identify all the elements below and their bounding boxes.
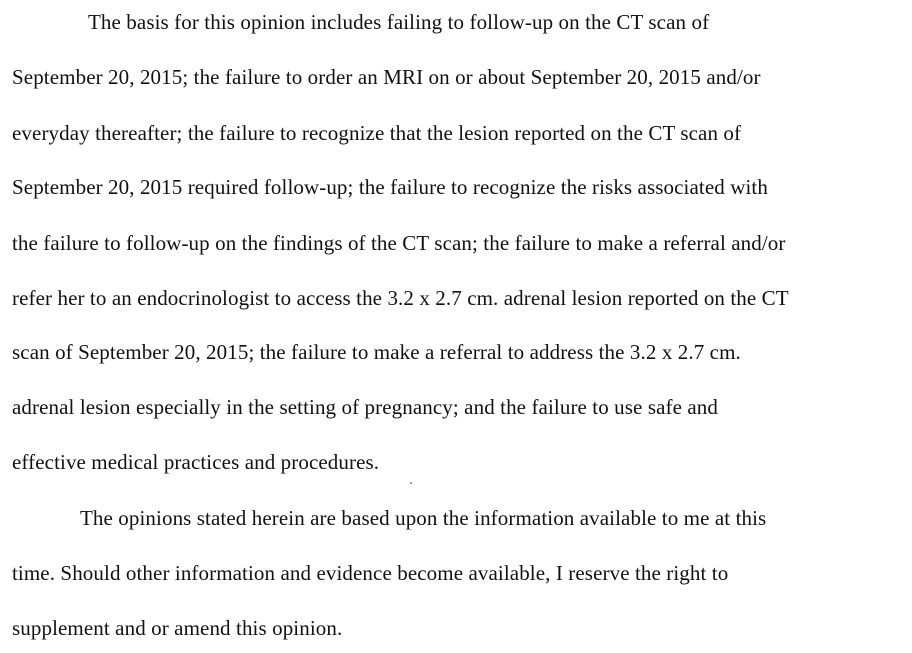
paragraph-line: scan of September 20, 2015; the failure to make a referral to address the 3.2 x 2.7 cm. [12,340,741,364]
scan-speck [410,482,412,484]
paragraph-line: September 20, 2015 required follow-up; the failure to recognize the risks associated with [12,175,768,199]
paragraph-line: the failure to follow-up on the findings of the CT scan; the failure to make a referral and/or [12,231,786,255]
paragraph-line: refer her to an endocrinologist to access the 3.2 x 2.7 cm. adrenal lesion reported on the CT [12,286,789,310]
paragraph-line: effective medical practices and procedures. [12,450,380,474]
paragraph-line: The basis for this opinion includes failing to follow-up on the CT scan of [88,10,710,34]
paragraph-line: time. Should other information and evidence become available, I reserve the right to [12,561,729,585]
paragraph-line: The opinions stated herein are based upon the information available to me at this [80,506,767,530]
paragraph-line: everyday thereafter; the failure to recognize that the lesion reported on the CT scan of [12,121,742,145]
paragraph-line: supplement and or amend this opinion. [12,616,343,640]
paragraph-line: September 20, 2015; the failure to order an MRI on or about September 20, 2015 and/or [12,65,761,89]
paragraph-line: adrenal lesion especially in the setting of pregnancy; and the failure to use safe and [12,395,719,419]
